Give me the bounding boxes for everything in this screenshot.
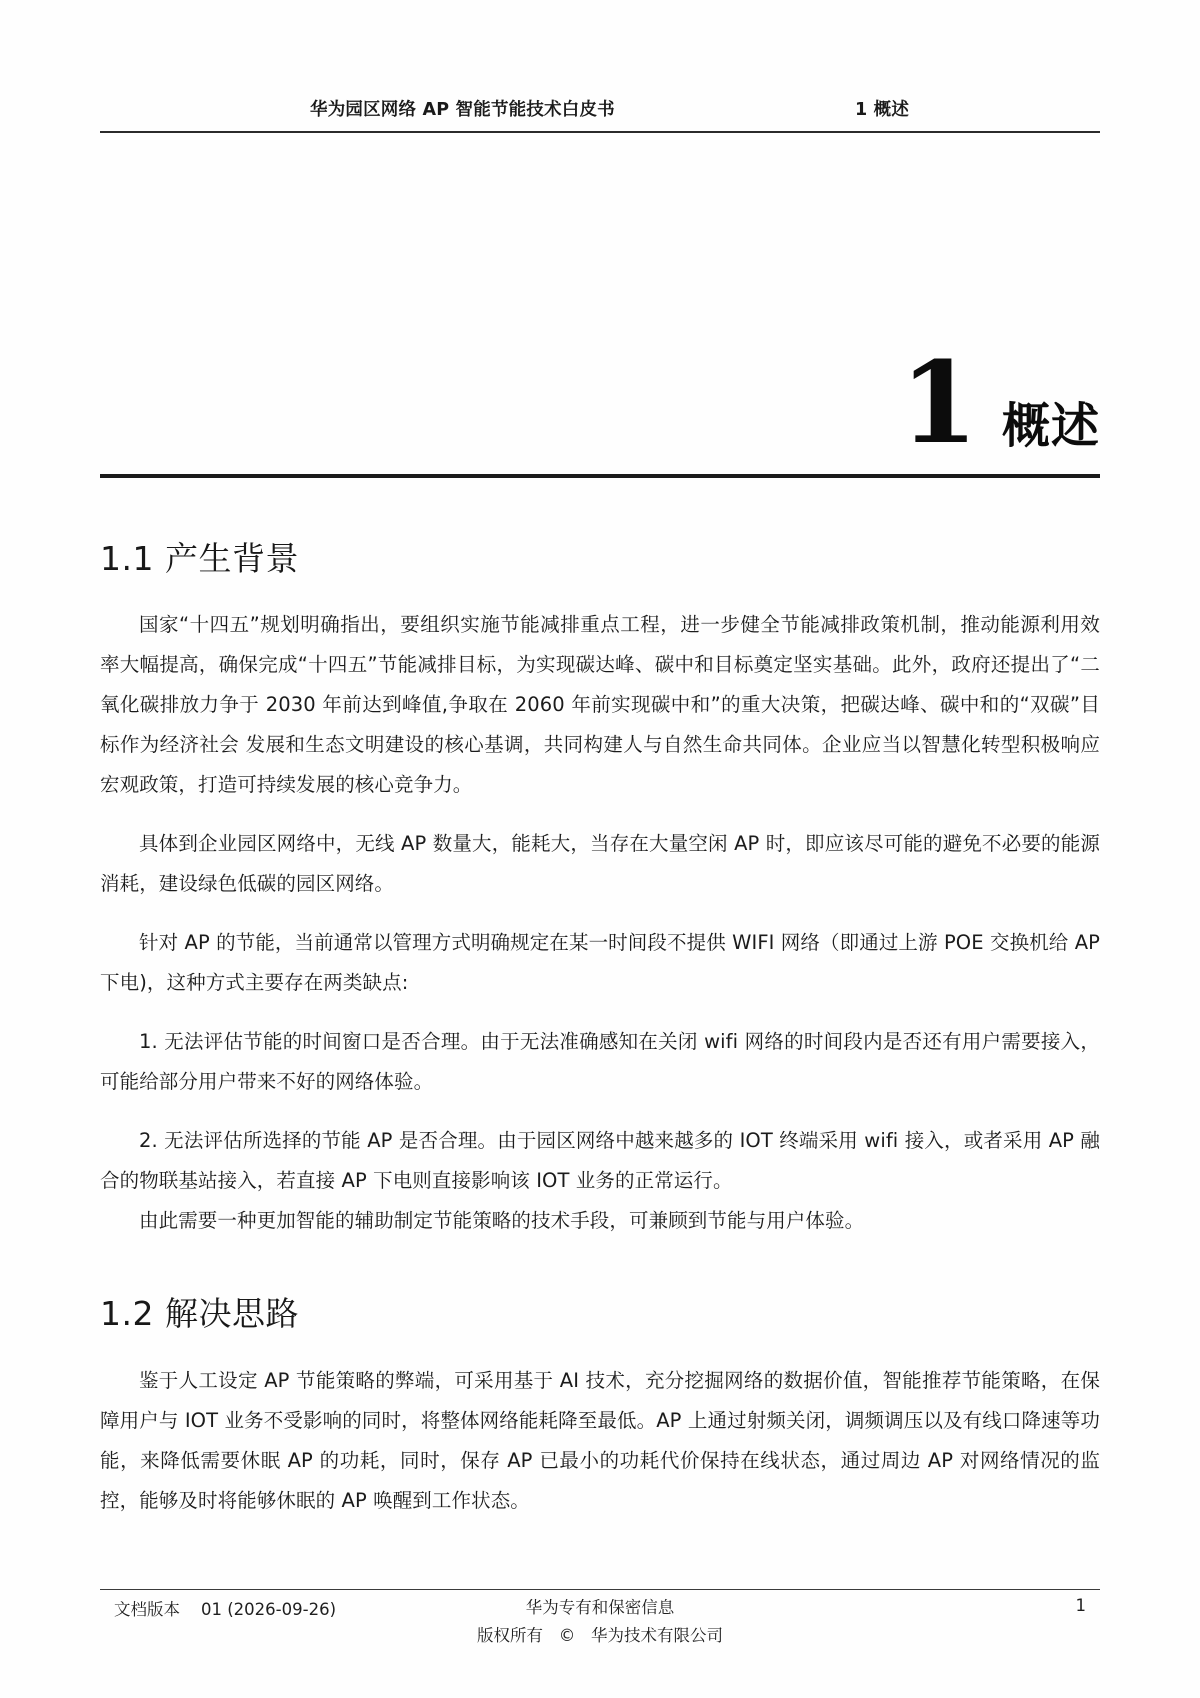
chapter-name: 概述 [1001,398,1100,454]
section-title-1-1: 产生背景 [164,539,299,578]
paragraph: 国家“十四五”规划明确指出，要组织实施节能减排重点工程，进一步健全节能减排政策机制，推动能源利用效率大幅提高，确保完成“十四五”节能减排目标，为实现碳达峰、碳中和目标奠定坚实基础。此外，政府还提出了“二氧化碳排放力争于 2030 年前达到峰值,争取在 2060 年前实现碳中和”的重大决策，把碳达峰、碳中和的“双碳”目标作为经济社会 发展和生态文明建设的核心基调，共同构建人与自然生命共同体。企业应当以智慧化转型积极响应宏观政策，打造可持续发展的核心竞争力。 [100,613,1100,797]
paragraph: 具体到企业园区网络中，无线 AP 数量大，能耗大，当存在大量空闲 AP 时，即应该尽可能的避免不必要的能源消耗，建设绿色低碳的园区网络。 [100,832,1100,896]
footer-version-value: 01 (2026-09-26) [201,1600,337,1619]
chapter-number: 1 [900,338,978,469]
header-document-title: 华为园区网络 AP 智能节能技术白皮书 [310,100,615,120]
chapter-title-inner [900,338,1100,469]
footer-copyright-line [100,1622,1100,1650]
section-produce-background [100,528,1100,1241]
document-body [100,528,1100,1521]
section-title-1-2: 解决思路 [164,1294,299,1334]
footer-version-label: 文档版本 [114,1600,180,1619]
chapter-title-block [100,320,1100,469]
copyright-icon: © [558,1626,576,1645]
footer-page-number: 1 [1075,1596,1086,1615]
header-divider [100,131,1100,133]
paragraph: 针对 AP 的节能，当前通常以管理方式明确规定在某一时间段不提供 WIFI 网络（即通过上游 POE 交换机给 AP 下电)，这种方式主要存在两类缺点: [100,931,1100,995]
footer-copyright-prefix: 版权所有 [477,1626,543,1645]
footer-confidentiality-notice: 华为专有和保密信息 [525,1598,675,1617]
list-item: 2. 无法评估所选择的节能 AP 是否合理。由于园区网络中越来越多的 IOT 终端采用 wifi 接入，或者采用 AP 融合的物联基站接入，若直接 AP 下电则直接影响该 IOT 业务的正常运行。 [100,1129,1100,1193]
footer-copyright-company: 华为技术有限公司 [591,1626,723,1645]
page-footer [100,1590,1100,1652]
section-solution-approach [100,1241,1100,1520]
paragraph: 鉴于人工设定 AP 节能策略的弊端，可采用基于 AI 技术，充分挖掘网络的数据价值，智能推荐节能策略，在保障用户与 IOT 业务不受影响的同时，将整体网络能耗降至最低。AP 上通过射频关闭，调频调压以及有线口降速等功能，来降低需要休眠 AP 的功耗，同时，保存 AP 已最小的功耗代价保持在线状态，通过周边 AP 对网络情况的监控，能够及时将能够休眠的 AP 唤醒到工作状态。 [100,1368,1100,1512]
paragraph: 由此需要一种更加智能的辅助制定节能策略的技术手段，可兼顾到节能与用户体验。 [139,1209,865,1233]
section-number-1-1: 1.1 [100,539,154,578]
footer-confidentiality-block [100,1594,1100,1650]
chapter-divider [100,474,1100,478]
section-number-1-2: 1.2 [100,1294,154,1334]
section-heading-1-1 [100,538,1100,579]
header-chapter-reference: 1 概述 [855,100,910,120]
list-item: 1. 无法评估节能的时间窗口是否合理。由于无法准确感知在关闭 wifi 网络的时间段内是否还有用户需要接入，可能给部分用户带来不好的网络体验。 [100,1030,1100,1094]
section-heading-1-2 [100,1293,1100,1334]
